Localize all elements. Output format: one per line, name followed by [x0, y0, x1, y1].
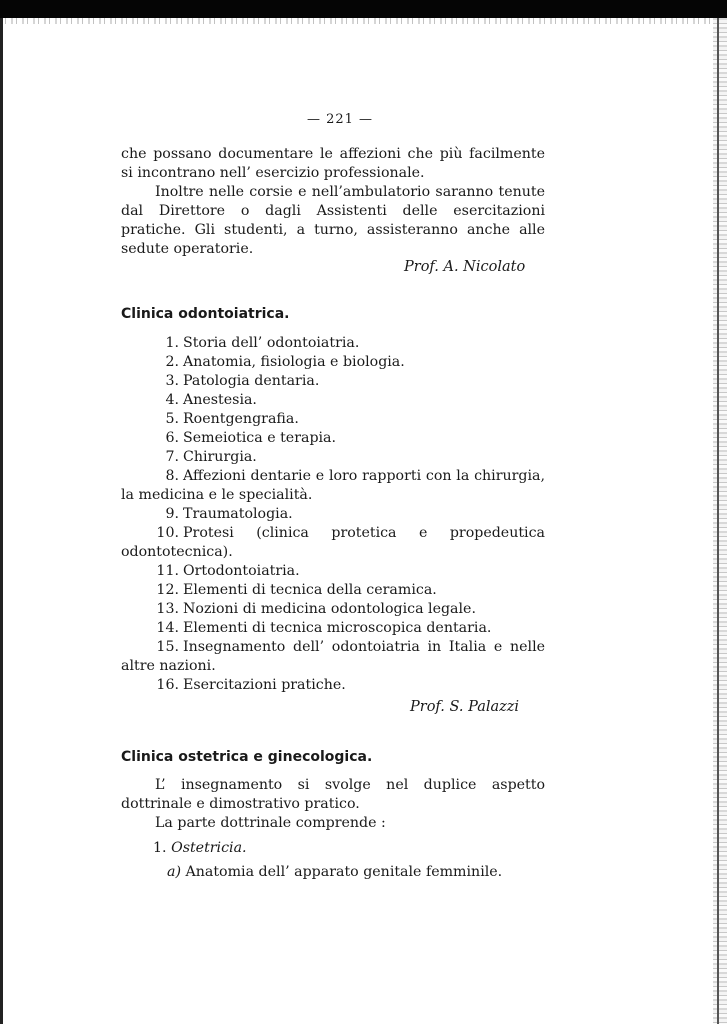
intro-text	[121, 145, 545, 259]
list-item-number: 2.	[165, 354, 179, 370]
list-item-number: 7.	[165, 449, 179, 465]
list-item	[121, 505, 545, 524]
heading-clinica-ostetrica: Clinica ostetrica e ginecologica.	[121, 749, 373, 765]
list-item-text: Protesi (clinica protetica e propedeutica odontotecnica).	[121, 525, 545, 560]
odontoiatrica-list	[121, 334, 545, 695]
list-item	[121, 524, 545, 562]
heading-clinica-odontoiatrica: Clinica odontoiatrica.	[121, 306, 290, 322]
list-item-text: Ortodontoiatria.	[183, 563, 300, 579]
list-item-text: Nozioni di medicina odontologica legale.	[183, 601, 476, 617]
list-item-text: Esercitazioni pratiche.	[183, 677, 346, 693]
list-item	[121, 353, 545, 372]
list-item-text: Traumatologia.	[183, 506, 293, 522]
list-item	[121, 372, 545, 391]
list-item-number: 15.	[156, 639, 179, 655]
signature-palazzi: Prof. S. Palazzi	[410, 699, 520, 715]
list-item-number: 5.	[165, 411, 179, 427]
scan-right-margin	[713, 18, 727, 1024]
list-item-number: 14.	[156, 620, 179, 636]
list-item-text: Semeiotica e terapia.	[183, 430, 337, 446]
list-item	[121, 839, 545, 858]
list-item-text: Storia dell’ odontoiatria.	[183, 335, 360, 351]
list-item	[121, 581, 545, 600]
list-item-number: 3.	[165, 373, 179, 389]
list-item-title: Ostetricia.	[171, 840, 247, 856]
list-item	[121, 334, 545, 353]
list-item-text: Affezioni dentarie e loro rapporti con la chirurgia, la medicina e le specialità.	[121, 468, 545, 503]
list-item	[121, 429, 545, 448]
ostetrica-paragraph-2: La parte dottrinale comprende :	[155, 815, 386, 831]
list-item-text: Insegnamento dell’ odontoiatria in Italia e nelle altre nazioni.	[121, 639, 545, 674]
list-item	[121, 562, 545, 581]
list-item-number: 1.	[165, 335, 179, 351]
page-number: — 221 —	[306, 112, 374, 127]
scan-top-border	[0, 0, 727, 18]
list-item-number: 16.	[156, 677, 179, 693]
ostetrica-text	[121, 776, 545, 833]
list-item-number: 8.	[165, 468, 179, 484]
list-item	[121, 638, 545, 676]
list-item-text: Elementi di tecnica microscopica dentaria.	[183, 620, 492, 636]
list-item-number: 13.	[156, 601, 179, 617]
list-item	[121, 676, 545, 695]
list-item-number: 1.	[153, 840, 167, 856]
list-subitem	[121, 863, 545, 882]
list-item	[121, 467, 545, 505]
list-item-text: Chirurgia.	[183, 449, 257, 465]
list-item-text: Anatomia, fisiologia e biologia.	[183, 354, 405, 370]
list-item-number: 12.	[156, 582, 179, 598]
scan-right-edge-line	[717, 18, 719, 1024]
list-item-text: Patologia dentaria.	[183, 373, 320, 389]
list-item-number: 9.	[165, 506, 179, 522]
scan-left-border	[0, 18, 3, 1024]
list-subitem-text: Anatomia dell’ apparato genitale femminile.	[185, 864, 503, 880]
intro-paragraph-2: Inoltre nelle corsie e nell’ambulatorio saranno tenute dal Direttore o dagli Assistenti delle esercitazioni pratiche. Gli studenti, a turno, assisteranno anche alle sedute operatorie.	[121, 184, 545, 257]
list-subitem-letter: a)	[167, 864, 181, 880]
ostetrica-list	[121, 839, 545, 882]
intro-paragraph-1: che possano documentare le affezioni che più facilmente si incontrano nell’ esercizio professionale.	[121, 146, 545, 181]
list-item-number: 6.	[165, 430, 179, 446]
list-item	[121, 619, 545, 638]
page-top-edge	[0, 18, 710, 24]
list-item-number: 11.	[156, 563, 179, 579]
list-item-number: 10.	[156, 525, 179, 541]
list-item	[121, 410, 545, 429]
list-item	[121, 448, 545, 467]
signature-nicolato: Prof. A. Nicolato	[404, 259, 526, 275]
list-item	[121, 391, 545, 410]
list-item-text: Anestesia.	[183, 392, 257, 408]
list-item-number: 4.	[165, 392, 179, 408]
ostetrica-paragraph-1: L’ insegnamento si svolge nel duplice aspetto dottrinale e dimostrativo pratico.	[121, 777, 545, 812]
list-item-text: Elementi di tecnica della ceramica.	[183, 582, 437, 598]
list-item-text: Roentgengrafia.	[183, 411, 299, 427]
list-item	[121, 600, 545, 619]
